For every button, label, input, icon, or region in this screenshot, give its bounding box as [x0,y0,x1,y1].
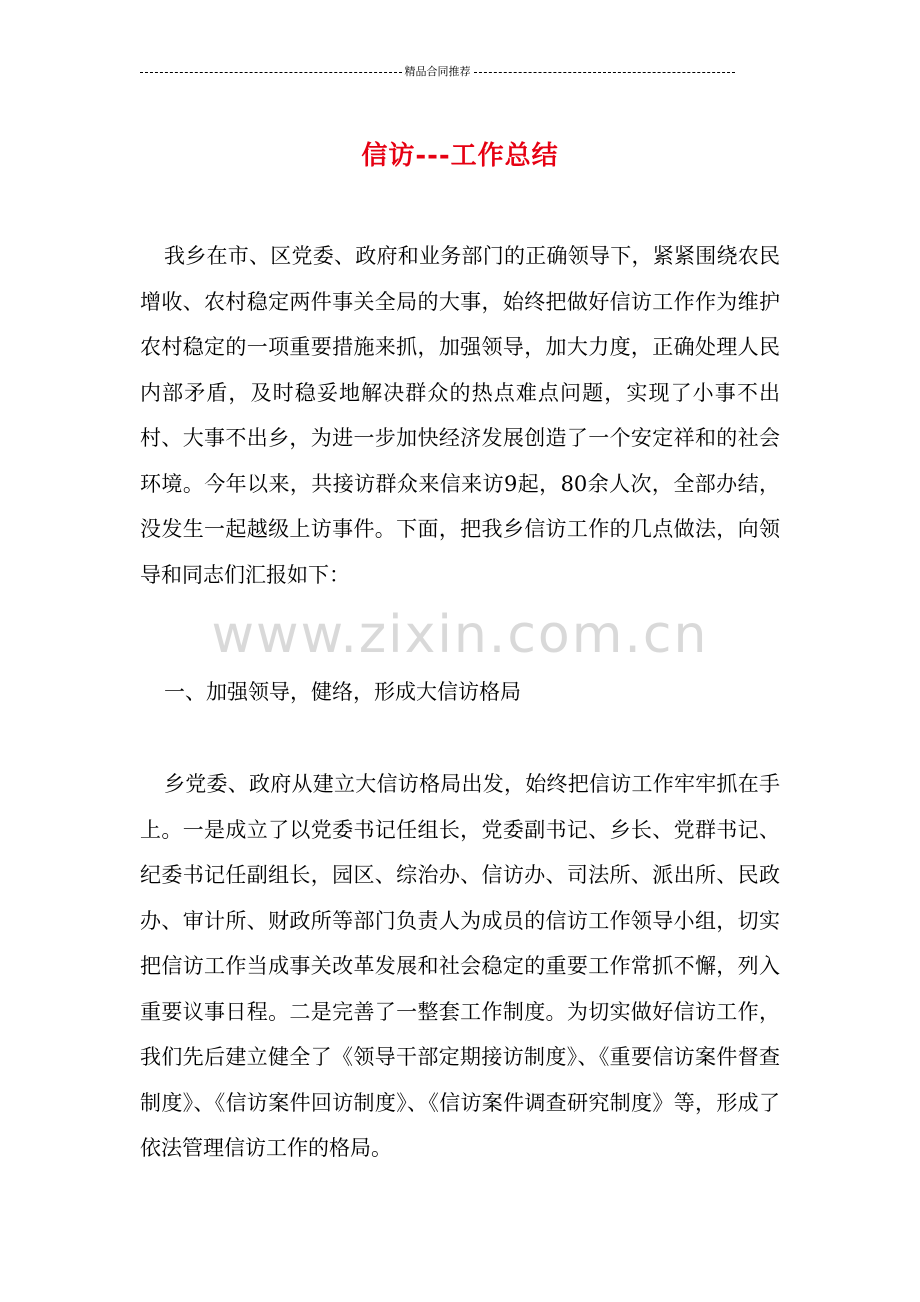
watermark: www.zixin.com.cn [211,605,709,665]
document-title: 信访---工作总结 [361,141,559,172]
intro-paragraph: 我乡在市、区党委、政府和业务部门的正确领导下，紧紧围绕农民增收、农村稳定两件事关全局的大事，始终把做好信访工作作为维护农村稳定的一项重要措施来抓，加强领导，加大力度，正确处理人民内部矛盾，及时稳妥地解决群众的热点难点问题，实现了小事不出村、大事不出乡，为进一步加快经济发展创造了一个安定祥和的社会环境。今年以来，共接访群众来信来访9起，80余人次，全部办结，没发生一起越级上访事件。下面，把我乡信访工作的几点做法，向领导和同志们汇报如下： [140,244,780,587]
header-rule [140,64,735,80]
header-dash-left [140,72,402,73]
section-1-paragraph: 乡党委、政府从建立大信访格局出发，始终把信访工作牢牢抓在手上。一是成立了以党委书记任组长，党委副书记、乡长、党群书记、纪委书记任副组长，园区、综治办、信访办、司法所、派出所、民政办、审计所、财政所等部门负责人为成员的信访工作领导小组，切实把信访工作当成事关改革发展和社会稳定的重要工作常抓不懈，列入重要议事日程。二是完善了一整套工作制度。为切实做好信访工作，我们先后建立健全了《领导干部定期接访制度》、《重要信访案件督查制度》、《信访案件回访制度》、《信访案件调查研究制度》等，形成了依法管理信访工作的格局。 [140,772,780,1160]
section-heading-1: 一、加强领导，健络，形成大信访格局 [164,680,521,704]
header-dash-right [474,72,736,73]
header-label: 精品合同推荐 [404,65,471,78]
